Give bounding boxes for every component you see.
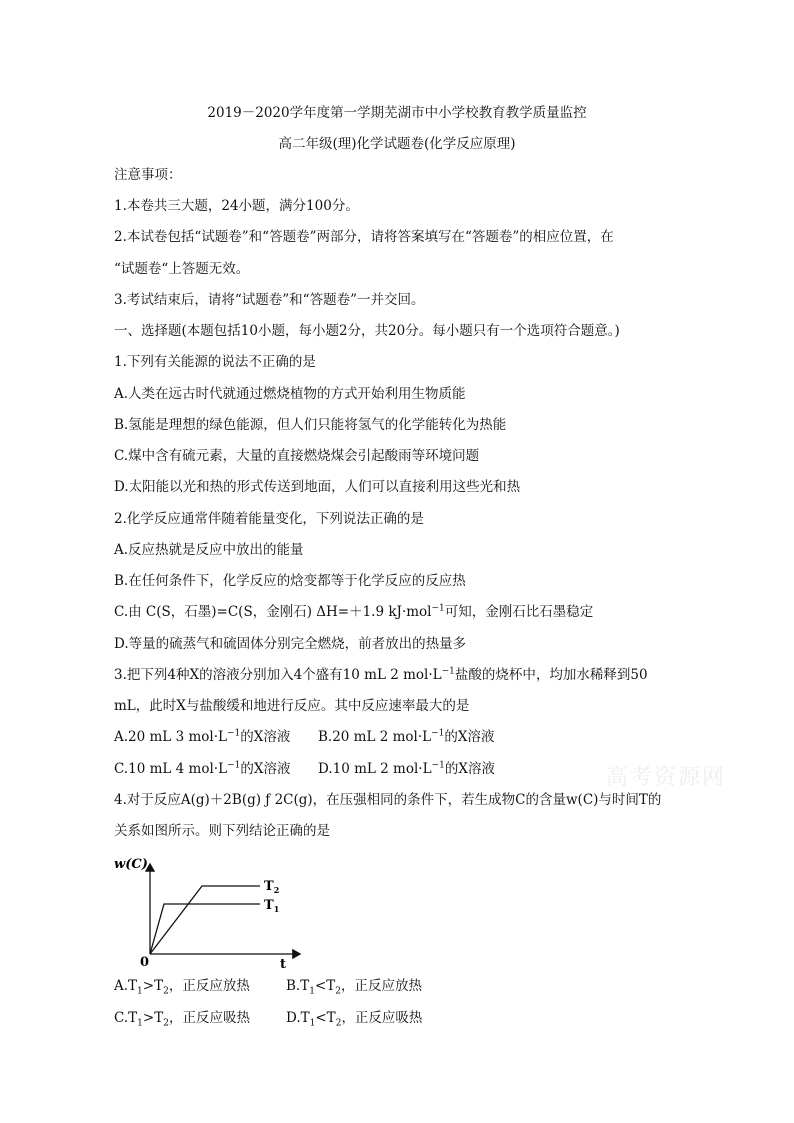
q4-graph: [110, 848, 310, 972]
q1-option-b: B.氢能是理想的绿色能源，但人们只能将氢气的化学能转化为热能: [114, 417, 507, 433]
label-t1: $T_1$: [264, 898, 280, 914]
notice-item-1: 1.本卷共三大题，24小题，满分100分。: [114, 198, 359, 214]
q3-option-b: B.20 mL 2 $mol\cdot L^{-1}$的X溶液: [318, 728, 495, 745]
notice-item-3: 3.考试结束后，请将“试题卷”和“答题卷”一并交回。: [114, 292, 425, 308]
curve-t1: [150, 904, 260, 954]
q3-options-row1: [114, 728, 704, 746]
q2-stem: 2.化学反应通常伴随着能量变化，下列说法正确的是: [114, 511, 424, 527]
exam-title: 2019－2020学年度第一学期芜湖市中小学校教育教学质量监控: [207, 105, 587, 121]
notice-heading: 注意事项：: [114, 167, 182, 183]
x-axis-label: t: [280, 957, 287, 972]
q4-stem-line1: 4.对于反应A(g)＋2B(g) ƒ 2C(g)，在压强相同的条件下，若生成物C的含量w(C)与时间T的: [114, 792, 662, 808]
notice-item-2: 2.本试卷包括“试题卷”和“答题卷”两部分，请将答案填写在“答题卷”的相应位置，在: [114, 229, 614, 245]
q2-option-c: C.由 C(S，石墨)=C(S，金刚石) ΔH=＋1.9 kJ·mol$^{-1}$可知，金刚石比石墨稳定: [114, 603, 594, 620]
q4-stem-line2: 关系如图所示。则下列结论正确的是: [114, 823, 330, 839]
q3-option-d: D.10 mL 2 $mol\cdot L^{-1}$的X溶液: [318, 760, 495, 777]
q1-option-a: A.人类在远古时代就通过燃烧植物的方式开始利用生物质能: [114, 386, 466, 402]
q4-option-a: $A.T_1>T_2$，正反应放热: [114, 978, 250, 997]
q4-options-row1: [114, 977, 704, 995]
q2-option-b: B.在任何条件下，化学反应的焓变都等于化学反应的反应热: [114, 573, 466, 589]
label-t2: $T_2$: [264, 879, 280, 895]
q4-option-d: $D.T_1<T_2$，正反应吸热: [286, 1010, 423, 1029]
section-heading: 一、选择题(本题包括10小题，每小题2分，共20分。每小题只有一个选项符合题意。): [114, 323, 620, 339]
q4-options-row2: [114, 1009, 704, 1027]
origin-label: 0: [140, 955, 150, 970]
q1-stem: 1.下列有关能源的说法不正确的是: [114, 354, 316, 370]
y-axis-label: w(C): [114, 857, 148, 872]
watermark: 高考资源网: [606, 765, 727, 790]
q2-option-d: D.等量的硫蒸气和硫固体分别完全燃烧，前者放出的热量多: [114, 636, 467, 652]
notice-item-2-cont: “试题卷“上答题无效。: [114, 261, 250, 277]
q1-option-c: C.煤中含有硫元素，大量的直接燃烧煤会引起酸雨等环境问题: [114, 448, 480, 464]
q4-option-c: $C.T_1>T_2$，正反应吸热: [114, 1010, 250, 1029]
q3-stem-line2: mL，此时X与盐酸缓和地进行反应。其中反应速率最大的是: [114, 698, 470, 714]
q2-option-a: A.反应热就是反应中放出的能量: [114, 542, 304, 558]
q1-option-d: D.太阳能以光和热的形式传送到地面，人们可以直接利用这些光和热: [114, 479, 521, 495]
q3-option-a: A.20 mL 3 $mol\cdot L^{-1}$的X溶液: [114, 728, 291, 745]
q3-stem-line1: 3.把下列4种X的溶液分别加入4个盛有10 mL 2 $mol\cdot L^{-1}$盐酸的烧杯中，均加水稀释到50: [114, 666, 648, 683]
q4-option-b: $B.T_1<T_2$，正反应放热: [286, 978, 423, 997]
exam-subtitle: 高二年级(理)化学试题卷(化学反应原理): [278, 136, 516, 152]
q3-option-c: C.10 mL 4 $mol\cdot L^{-1}$的X溶液: [114, 760, 291, 777]
curve-t2: [150, 886, 260, 954]
